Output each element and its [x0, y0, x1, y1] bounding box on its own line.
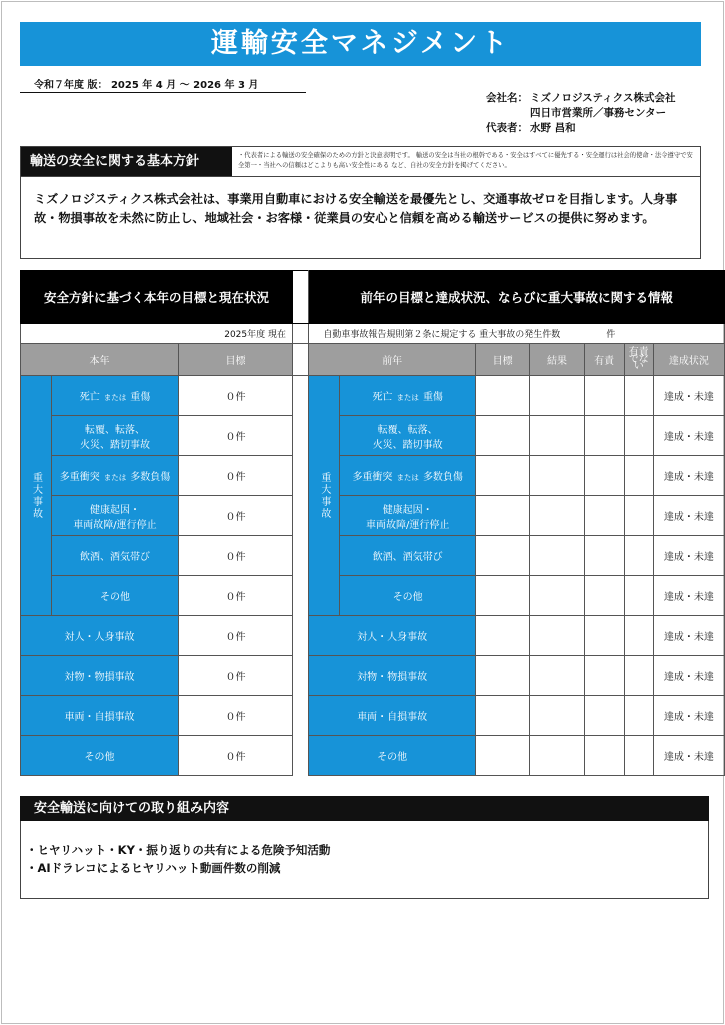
status-value: 達成・未達 [653, 496, 724, 536]
table-row [21, 496, 725, 536]
no-fault-cell [624, 456, 653, 496]
status-value: 達成・未達 [653, 736, 724, 776]
policy-note: ・代表者による輸送の安全確保のための方針と決意表明です。 輸送の安全は当社の根幹である・安全はすべてに優先する・安全運行は社会的使命・法令遵守で安全第一・当社への信頼はどこよりも高い安全性にある など、自社の安全方針を掲げてください。 [238, 152, 693, 169]
table-row [21, 656, 725, 696]
no-fault-cell [624, 376, 653, 416]
policy-header [20, 146, 701, 177]
col-status: 達成状況 [653, 344, 724, 376]
target-value: ０件 [178, 496, 292, 536]
serious-accident-count-label: 自動車事故報告規則第２条に規定する 重大事故の発生件数 [323, 330, 561, 340]
this-year-row-label: 対物・物損事故 [21, 656, 179, 696]
result-cell [530, 416, 584, 456]
result-cell [530, 456, 584, 496]
target-value: ０件 [178, 456, 292, 496]
table-row [21, 616, 725, 656]
prev-target-cell [476, 696, 530, 736]
prev-target-cell [476, 656, 530, 696]
fault-cell [584, 576, 624, 616]
result-cell [530, 736, 584, 776]
fault-cell [584, 616, 624, 656]
measure-item: ・ヒヤリハット・KY・振り返りの共有による危険予知活動 [26, 843, 331, 857]
target-value: ０件 [178, 536, 292, 576]
fault-cell [584, 456, 624, 496]
target-value: ０件 [178, 376, 292, 416]
col-target: 目標 [178, 344, 292, 376]
table-row [21, 576, 725, 616]
left-section-header: 安全方針に基づく本年の目標と現在状況 [21, 271, 293, 324]
status-value: 達成・未達 [653, 536, 724, 576]
prev-target-cell [476, 416, 530, 456]
company-info [470, 91, 710, 136]
accident-goals-table [20, 270, 725, 776]
prev-target-cell [476, 616, 530, 656]
prev-target-cell [476, 376, 530, 416]
this-year-row-label: 対人・人身事故 [21, 616, 179, 656]
result-cell [530, 536, 584, 576]
measure-item: ・AIドラレコによるヒヤリハット動画件数の削減 [26, 861, 281, 875]
col-prev-target: 目標 [476, 344, 530, 376]
prev-year-row-label: その他 [340, 576, 476, 616]
measures-title: 安全輸送に向けての取り組み内容 [20, 796, 709, 821]
col-result: 結果 [530, 344, 584, 376]
no-fault-cell [624, 496, 653, 536]
prev-year-row-label: 健康起因・ 車両故障/運行停止 [340, 496, 476, 536]
target-value: ０件 [178, 576, 292, 616]
measures-body [20, 821, 709, 899]
this-year-row-label: 多重衝突 または 多数負傷 [52, 456, 179, 496]
no-fault-cell [624, 576, 653, 616]
result-cell [530, 576, 584, 616]
this-year-row-label: 飲酒、酒気帯び [52, 536, 179, 576]
representative-name: 水野 昌和 [530, 122, 576, 134]
fault-cell [584, 656, 624, 696]
col-fault: 有責 [584, 344, 624, 376]
this-year-row-label: 転覆、転落、 火災、踏切事故 [52, 416, 179, 456]
result-cell [530, 696, 584, 736]
prev-year-row-label: 車両・自損事故 [309, 696, 476, 736]
prev-target-cell [476, 456, 530, 496]
no-fault-cell [624, 536, 653, 576]
this-year-row-label: その他 [21, 736, 179, 776]
prev-year-row-label: 死亡 または 重傷 [340, 376, 476, 416]
this-year-row-label: 死亡 または 重傷 [52, 376, 179, 416]
table-row [21, 736, 725, 776]
result-cell [530, 656, 584, 696]
serious-accident-label: 重大事故 [309, 376, 340, 616]
table-row [21, 536, 725, 576]
this-year-row-label: 健康起因・ 車両故障/運行停止 [52, 496, 179, 536]
result-cell [530, 496, 584, 536]
this-year-row-label: 車両・自損事故 [21, 696, 179, 736]
status-value: 達成・未達 [653, 376, 724, 416]
company-office: 四日市営業所／事務センター [530, 107, 667, 119]
prev-target-cell [476, 576, 530, 616]
company-name: ミズノロジスティクス株式会社 [530, 92, 676, 104]
prev-target-cell [476, 736, 530, 776]
this-year-row-label: その他 [52, 576, 179, 616]
target-value: ０件 [178, 736, 292, 776]
fault-cell [584, 376, 624, 416]
result-cell [530, 376, 584, 416]
col-this-year: 本年 [21, 344, 179, 376]
target-value: ０件 [178, 616, 292, 656]
no-fault-cell [624, 616, 653, 656]
table-row [21, 456, 725, 496]
table-row [21, 376, 725, 416]
prev-year-row-label: 多重衝突 または 多数負傷 [340, 456, 476, 496]
fiscal-period: 令和７年度 版： 2025 年 4 月 ～ 2026 年 3 月 [20, 76, 306, 93]
no-fault-cell [624, 656, 653, 696]
right-section-header: 前年の目標と達成状況、ならびに重大事故に関する情報 [309, 271, 725, 324]
representative-label: 代表者： [486, 122, 528, 134]
prev-year-row-label: その他 [309, 736, 476, 776]
document-title: 運輸安全マネジメント [20, 22, 701, 66]
prev-year-row-label: 対人・人身事故 [309, 616, 476, 656]
result-cell [530, 616, 584, 656]
serious-accident-label: 重大事故 [21, 376, 52, 616]
company-name-label: 会社名： [486, 92, 528, 104]
prev-year-row-label: 飲酒、酒気帯び [340, 536, 476, 576]
policy-body: ミズノロジスティクス株式会社は、事業用自動車における安全輸送を最優先とし、交通事故ゼロを目指します。人身事故・物損事故を未然に防止し、地域社会・お客様・従業員の安心と信頼を高める輸送サービスの提供に努めます。 [20, 177, 701, 259]
count-unit: 件 [606, 330, 616, 340]
no-fault-cell [624, 736, 653, 776]
target-value: ０件 [178, 696, 292, 736]
status-value: 達成・未達 [653, 416, 724, 456]
prev-year-row-label: 対物・物損事故 [309, 656, 476, 696]
fault-cell [584, 416, 624, 456]
prev-target-cell [476, 496, 530, 536]
target-value: ０件 [178, 656, 292, 696]
policy-title: 輸送の安全に関する基本方針 [21, 147, 232, 176]
fault-cell [584, 496, 624, 536]
right-sub-label [309, 324, 725, 344]
fault-cell [584, 736, 624, 776]
status-value: 達成・未達 [653, 616, 724, 656]
left-sub-label: 2025年度 現在 [21, 324, 293, 344]
table-row [21, 696, 725, 736]
col-no-fault: 有責でない [624, 344, 653, 376]
col-prev-year: 前年 [309, 344, 476, 376]
prev-year-row-label: 転覆、転落、 火災、踏切事故 [340, 416, 476, 456]
status-value: 達成・未達 [653, 656, 724, 696]
no-fault-cell [624, 416, 653, 456]
status-value: 達成・未達 [653, 696, 724, 736]
target-value: ０件 [178, 416, 292, 456]
no-fault-cell [624, 696, 653, 736]
prev-target-cell [476, 536, 530, 576]
status-value: 達成・未達 [653, 576, 724, 616]
table-row [21, 416, 725, 456]
status-value: 達成・未達 [653, 456, 724, 496]
fault-cell [584, 696, 624, 736]
fault-cell [584, 536, 624, 576]
